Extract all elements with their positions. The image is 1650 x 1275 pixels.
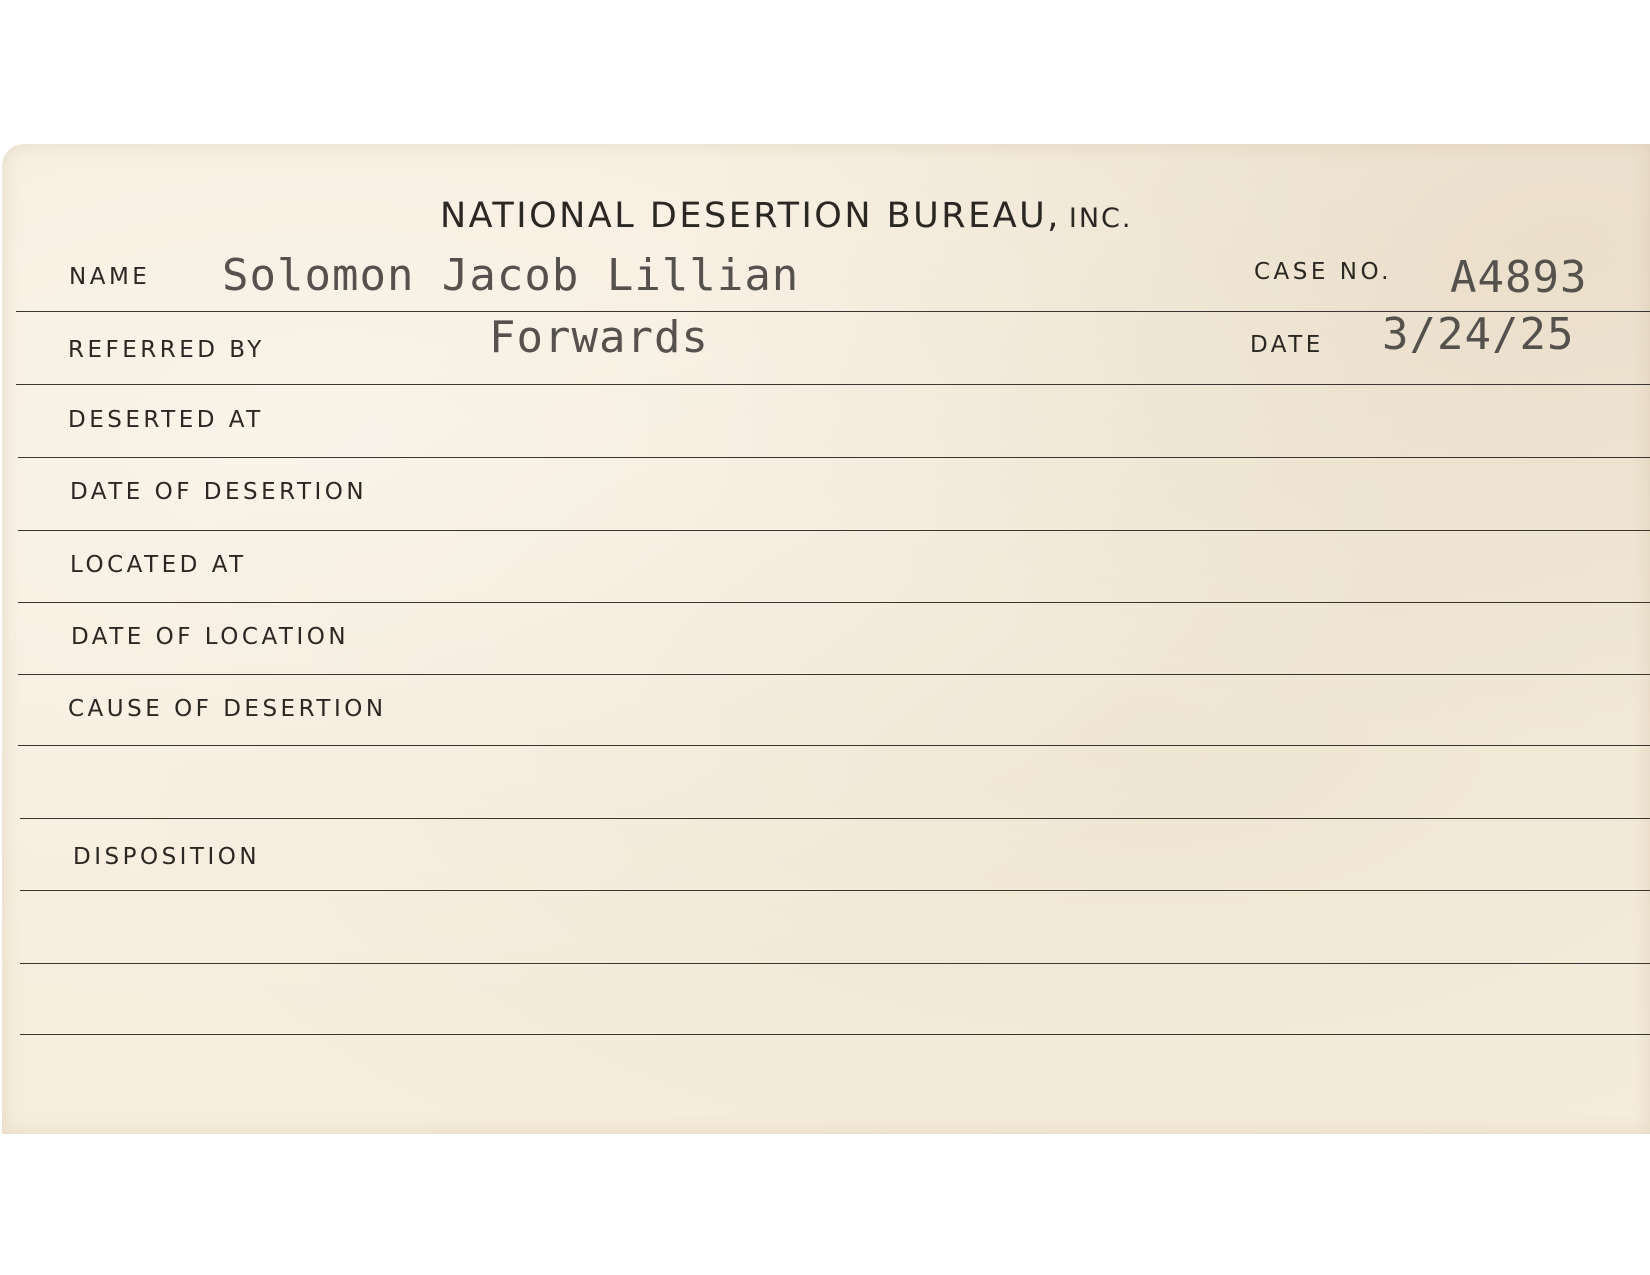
case-no-label: CASE NO. (1254, 259, 1392, 285)
located-at-label: LOCATED AT (70, 552, 247, 578)
card-title-suffix: INC. (1068, 203, 1133, 234)
card-title (440, 196, 1133, 236)
referred-by-value: Forwards (489, 312, 709, 363)
case-no-value: A4893 (1450, 252, 1588, 303)
date-of-desertion-label: DATE OF DESERTION (70, 479, 368, 505)
cause-continuation-line (20, 818, 1650, 819)
date-of-location-line (18, 674, 1650, 675)
referred-by-label: REFERRED BY (68, 337, 265, 363)
card-title-main: NATIONAL DESERTION BUREAU, (440, 196, 1061, 236)
date-of-location-label: DATE OF LOCATION (71, 624, 350, 650)
deserted-at-label: DESERTED AT (68, 407, 264, 433)
cause-of-desertion-line (18, 745, 1650, 746)
disposition-continuation-line-2 (20, 1034, 1650, 1035)
date-value: 3/24/25 (1382, 309, 1575, 360)
deserted-at-line (18, 457, 1650, 458)
date-of-desertion-line (18, 530, 1650, 531)
name-label: NAME (69, 264, 151, 290)
index-card (2, 144, 1650, 1134)
date-label: DATE (1250, 332, 1324, 358)
name-value: Solomon Jacob Lillian (222, 250, 800, 301)
cause-of-desertion-label: CAUSE OF DESERTION (68, 696, 387, 722)
disposition-continuation-line-1 (20, 963, 1650, 964)
disposition-label: DISPOSITION (73, 844, 261, 870)
disposition-line (20, 890, 1650, 891)
located-at-line (18, 602, 1650, 603)
referred-row-line (16, 384, 1650, 385)
